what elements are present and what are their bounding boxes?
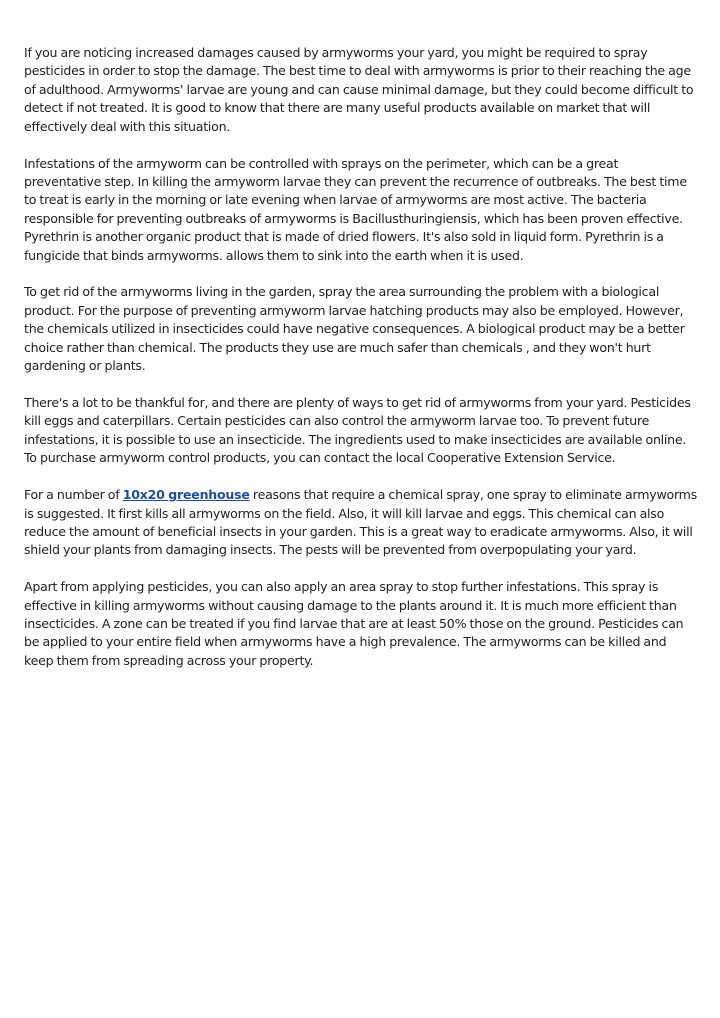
paragraph-4: There's a lot to be thankful for, and there are plenty of ways to get rid of armyworms from your yard. Pesticides kill eggs and caterpillars. Certain pesticides can also control the armyworm larvae too. To prevent future infestations, it is possible to use an insecticide. The ingredients used to make insecticides are available online. To purchase armyworm control products, you can contact the local Cooperative Extension Service. xyxy=(24,395,691,466)
paragraph-3: To get rid of the armyworms living in the garden, spray the area surrounding the problem with a biological product. For the purpose of preventing armyworm larvae hatching products may also be employed. However, the chemicals utilized in insecticides could have negative consequences. A biological product may be a better choice rather than chemical. The products they use are much safer than chemicals , and they won't hurt gardening or plants. xyxy=(24,284,685,374)
paragraph-5 xyxy=(24,486,698,560)
paragraph-2: Infestations of the armyworm can be controlled with sprays on the perimeter, which can be a great preventative step. In killing the armyworm larvae they can prevent the recurrence of outbreaks. The best time to treat is early in the morning or late evening when larvae of armyworms are most active. The bacteria responsible for preventing outbreaks of armyworms is Bacillusthuringiensis, which has been proven effective. Pyrethrin is another organic product that is made of dried flowers. It's also sold in liquid form. Pyrethrin is a fungicide that binds armyworms. allows them to sink into the earth when it is used. xyxy=(24,155,687,263)
paragraph-5-lead: For a number of xyxy=(24,487,123,503)
paragraph-6: Apart from applying pesticides, you can also apply an area spray to stop further infestations. This spray is effective in killing armyworms without causing damage to the plants around it. It is much more efficient than insecticides. A zone can be treated if you find larvae that are at least 50% those on the ground. Pesticides can be applied to your entire field when armyworms have a high prevalence. The armyworms can be killed and keep them from spreading across your property. xyxy=(24,579,684,668)
paragraph-5-body: reasons that require a chemical spray, one spray to eliminate armyworms is suggested. It first kills all armyworms on the field. Also, it will kill larvae and eggs. This chemical can also reduce the amount of beneficial insects in your garden. This is a great way to eradicate armyworms. Also, it will shield your plants from damaging insects. The pests will be prevented from overpopulating your yard. xyxy=(24,487,697,558)
paragraph-1: If you are noticing increased damages caused by armyworms your yard, you might be required to spray pesticides in order to stop the damage. The best time to deal with armyworms is prior to their reaching the age of adulthood. Armyworms' larvae are young and can cause minimal damage, but they could become difficult to detect if not treated. It is good to know that there are many useful products available on market that will effectively deal with this situation. xyxy=(24,45,694,134)
greenhouse-link[interactable]: 10x20 greenhouse xyxy=(122,487,250,503)
